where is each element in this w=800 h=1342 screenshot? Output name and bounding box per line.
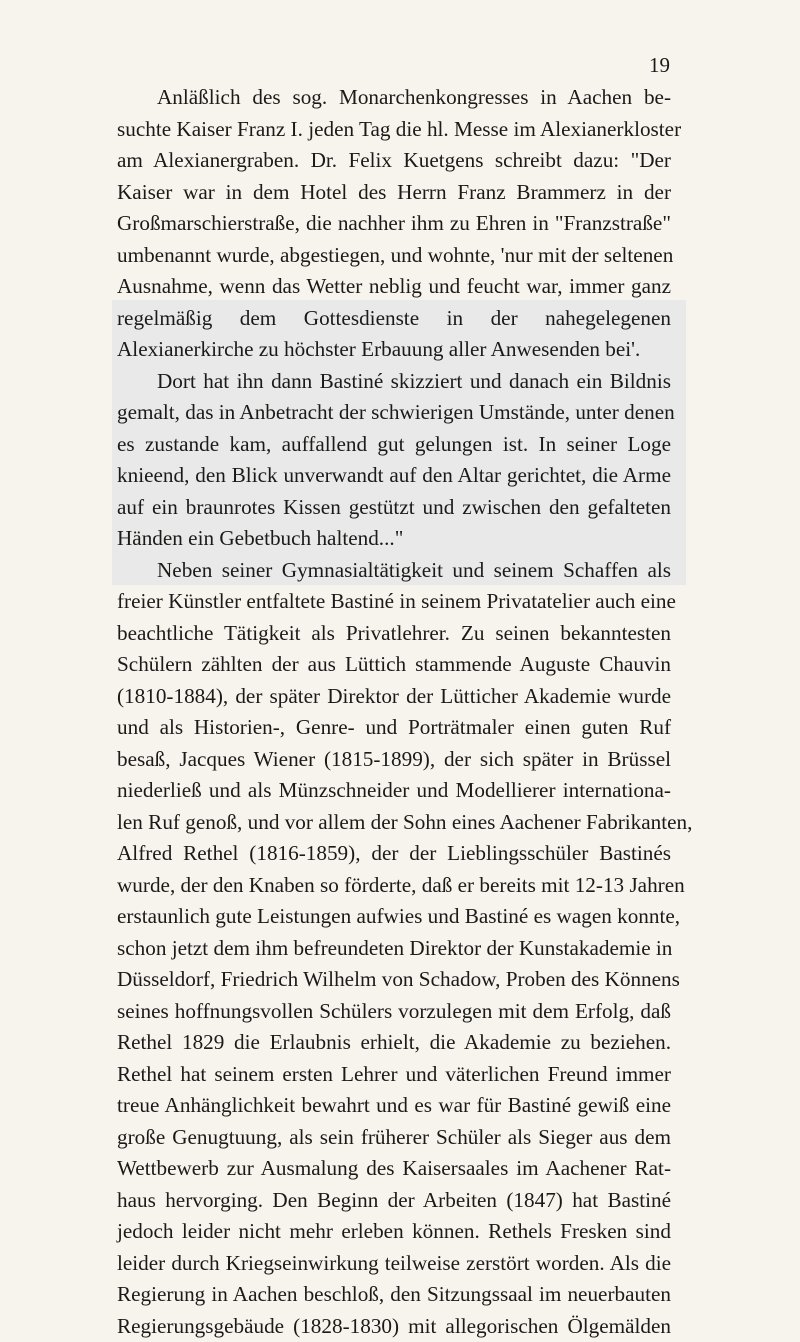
- text-line: Anläßlich des sog. Monarchenkongresses in Aachen be-: [117, 82, 671, 114]
- text-line: Händen ein Gebetbuch haltend...": [117, 523, 671, 555]
- text-line: knieend, den Blick unverwandt auf den Altar gerichtet, die Arme: [117, 460, 671, 492]
- text-line: Regierungsgebäude (1828-1830) mit allegorischen Ölgemälden: [117, 1311, 671, 1342]
- text-line: niederließ und als Münzschneider und Modellierer internationa-: [117, 775, 671, 807]
- text-line: umbenannt wurde, abgestiegen, und wohnte, 'nur mit der seltenen: [117, 240, 671, 272]
- text-line: (1810-1884), der später Direktor der Lütticher Akademie wurde: [117, 681, 671, 713]
- text-line: seines hoffnungsvollen Schülers vorzulegen mit dem Erfolg, daß: [117, 996, 671, 1028]
- text-line: erstaunlich gute Leistungen aufwies und Bastiné es wagen konnte,: [117, 901, 671, 933]
- text-line: gemalt, das in Anbetracht der schwierigen Umstände, unter denen: [117, 397, 671, 429]
- text-line: Großmarschierstraße, die nachher ihm zu Ehren in "Franzstraße": [117, 208, 671, 240]
- text-line: besaß, Jacques Wiener (1815-1899), der sich später in Brüssel: [117, 744, 671, 776]
- text-line: Wettbewerb zur Ausmalung des Kaisersaales im Aachener Rat-: [117, 1153, 671, 1185]
- text-line: Neben seiner Gymnasialtätigkeit und seinem Schaffen als: [117, 555, 671, 587]
- text-line: jedoch leider nicht mehr erleben können. Rethels Fresken sind: [117, 1216, 671, 1248]
- text-line: Rethel hat seinem ersten Lehrer und väterlichen Freund immer: [117, 1059, 671, 1091]
- text-line: Dort hat ihn dann Bastiné skizziert und danach ein Bildnis: [117, 366, 671, 398]
- text-line: große Genugtuung, als sein früherer Schüler als Sieger aus dem: [117, 1122, 671, 1154]
- text-line: auf ein braunrotes Kissen gestützt und zwischen den gefalteten: [117, 492, 671, 524]
- text-line: treue Anhänglichkeit bewahrt und es war für Bastiné gewiß eine: [117, 1090, 671, 1122]
- text-line: schon jetzt dem ihm befreundeten Direktor der Kunstakademie in: [117, 933, 671, 965]
- text-line: freier Künstler entfaltete Bastiné in seinem Privatatelier auch eine: [117, 586, 671, 618]
- text-line: Alexianerkirche zu höchster Erbauung aller Anwesenden bei'.: [117, 334, 671, 366]
- text-line: regelmäßig dem Gottesdienste in der nahegelegenen: [117, 303, 671, 335]
- text-line: Düsseldorf, Friedrich Wilhelm von Schadow, Proben des Könnens: [117, 964, 671, 996]
- text-line: Kaiser war in dem Hotel des Herrn Franz Brammerz in der: [117, 177, 671, 209]
- text-line: haus hervorging. Den Beginn der Arbeiten (1847) hat Bastiné: [117, 1185, 671, 1217]
- text-line: Alfred Rethel (1816-1859), der der Lieblingsschüler Bastinés: [117, 838, 671, 870]
- text-line: Regierung in Aachen beschloß, den Sitzungssaal im neuerbauten: [117, 1279, 671, 1311]
- page-number: 19: [620, 50, 670, 80]
- text-line: es zustande kam, auffallend gut gelungen ist. In seiner Loge: [117, 429, 671, 461]
- text-line: Schülern zählten der aus Lüttich stammende Auguste Chauvin: [117, 649, 671, 681]
- body-text: [117, 82, 671, 1342]
- text-line: und als Historien-, Genre- und Porträtmaler einen guten Ruf: [117, 712, 671, 744]
- text-line: wurde, der den Knaben so förderte, daß er bereits mit 12-13 Jahren: [117, 870, 671, 902]
- text-line: suchte Kaiser Franz I. jeden Tag die hl. Messe im Alexianerkloster: [117, 114, 671, 146]
- text-line: len Ruf genoß, und vor allem der Sohn eines Aachener Fabrikanten,: [117, 807, 671, 839]
- text-line: beachtliche Tätigkeit als Privatlehrer. Zu seinen bekanntesten: [117, 618, 671, 650]
- text-line: Ausnahme, wenn das Wetter neblig und feucht war, immer ganz: [117, 271, 671, 303]
- text-line: Rethel 1829 die Erlaubnis erhielt, die Akademie zu beziehen.: [117, 1027, 671, 1059]
- text-line: leider durch Kriegseinwirkung teilweise zerstört worden. Als die: [117, 1248, 671, 1280]
- text-line: am Alexianergraben. Dr. Felix Kuetgens schreibt dazu: "Der: [117, 145, 671, 177]
